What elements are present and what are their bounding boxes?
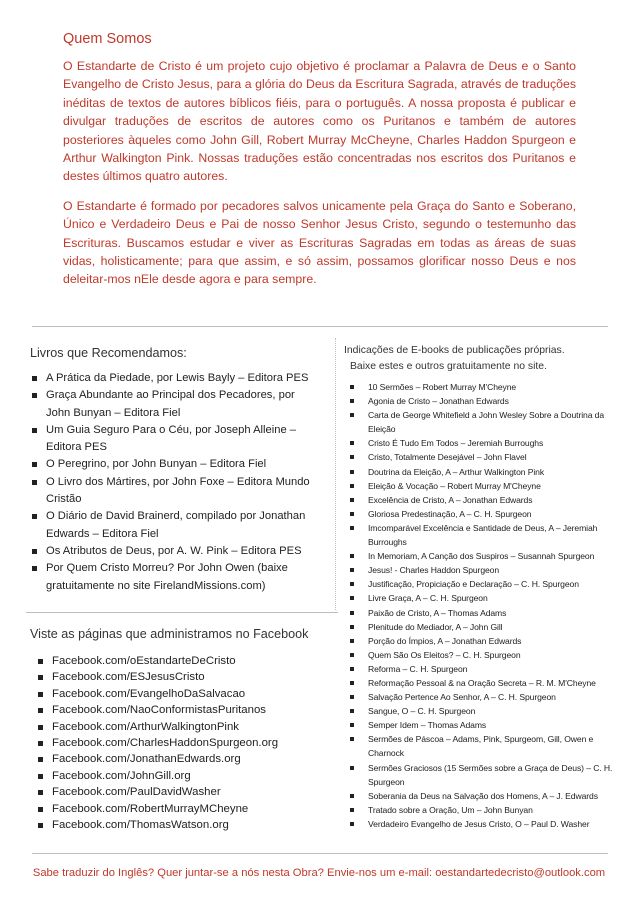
ebooks-list [348, 380, 620, 831]
books-title: Livros que Recomendamos: [30, 346, 187, 360]
ebooks-heading-line2: Baixe estes e outros gratuitamente no site. [350, 360, 547, 372]
ebook-item: Justificação, Propiciação e Declaração – C. H. Spurgeon [348, 577, 620, 591]
ebook-item: Verdadeiro Evangelho de Jesus Cristo, O – Paul D. Washer [348, 817, 620, 831]
facebook-link[interactable]: Facebook.com/CharlesHaddonSpurgeon.org [36, 735, 326, 751]
ebook-item: Jesus! - Charles Haddon Spurgeon [348, 563, 620, 577]
facebook-link[interactable]: Facebook.com/ThomasWatson.org [36, 817, 326, 833]
ebook-item: Reforma – C. H. Spurgeon [348, 662, 620, 676]
about-paragraph-2: O Estandarte é formado por pecadores salvos unicamente pela Graça do Santo e Soberano, Único e Verdadeiro Deus e Pai de nosso Senhor Jesus Cristo, segundo o testemunho das Escrituras. Buscamos estudar e viver as Escrituras Sagradas em todas as áreas de suas vidas, holisticamente; para que assim, e só assim, possamos glorificar nosso Deus e nos deleitar-mos nEle desde agora e para sempre. [63, 198, 576, 287]
facebook-link[interactable]: Facebook.com/RobertMurrayMCheyne [36, 801, 326, 817]
facebook-link[interactable]: Facebook.com/JonathanEdwards.org [36, 751, 326, 767]
facebook-link[interactable]: Facebook.com/ArthurWalkingtonPink [36, 719, 326, 735]
ebook-item: Doutrina da Eleição, A – Arthur Walkington Pink [348, 465, 620, 479]
book-item: A Prática da Piedade, por Lewis Bayly – Editora PES [30, 370, 312, 387]
ebook-item: Plenitude do Mediador, A – John Gill [348, 620, 620, 634]
facebook-link[interactable]: Facebook.com/NaoConformistasPuritanos [36, 702, 326, 718]
books-list [30, 370, 312, 595]
ebook-item: Excelência de Cristo, A – Jonathan Edwards [348, 493, 620, 507]
ebook-item: In Memoriam, A Canção dos Suspiros – Susannah Spurgeon [348, 549, 620, 563]
ebook-item: Sermões de Páscoa – Adams, Pink, Spurgeom, Gill, Owen e Charnock [348, 732, 620, 760]
ebook-item: Semper Idem – Thomas Adams [348, 718, 620, 732]
facebook-link[interactable]: Facebook.com/ESJesusCristo [36, 669, 326, 685]
ebook-item: Tratado sobre a Oração, Um – John Bunyan [348, 803, 620, 817]
book-item: Os Atributos de Deus, por A. W. Pink – Editora PES [30, 543, 312, 560]
book-item: Por Quem Cristo Morreu? Por John Owen (baixe gratuitamente no site FirelandMissions.com) [30, 560, 312, 595]
ebook-item: 10 Sermões – Robert Murray M'Cheyne [348, 380, 620, 394]
about-title: Quem Somos [63, 31, 152, 47]
ebook-item: Quem São Os Eleitos? – C. H. Spurgeon [348, 648, 620, 662]
ebook-item: Soberania da Deus na Salvação dos Homens, A – J. Edwards [348, 789, 620, 803]
ebook-item: Sangue, O – C. H. Spurgeon [348, 704, 620, 718]
about-section [63, 31, 576, 300]
column-divider [335, 338, 336, 610]
book-item: O Diário de David Brainerd, compilado por Jonathan Edwards – Editora Fiel [30, 508, 312, 543]
book-item: Graça Abundante ao Principal dos Pecadores, por John Bunyan – Editora Fiel [30, 387, 312, 422]
ebook-item: Cristo É Tudo Em Todos – Jeremiah Burroughs [348, 436, 620, 450]
ebook-item: Imcomparável Excelência e Santidade de Deus, A – Jeremiah Burroughs [348, 521, 620, 549]
facebook-link[interactable]: Facebook.com/JohnGill.org [36, 768, 326, 784]
about-paragraph-1: O Estandarte de Cristo é um projeto cujo objetivo é proclamar a Palavra de Deus e o Santo Evangelho de Cristo Jesus, para a glória do Deus da Escritura Sagrada, através de traduções inéditas de textos de autores bíblicos fiéis, para o português. A nossa proposta é publicar e divulgar traduções de escritos de autores como os Puritanos e também de autores posteriores àqueles como John Gill, Robert Murray McCheyne, Charles Haddon Spurgeon e Arthur Walkington Pink. Nossas traduções estão concentradas nos escritos dos Puritanos e destes últimos quatro autores. [63, 59, 576, 184]
ebook-item: Cristo, Totalmente Desejável – John Flavel [348, 450, 620, 464]
ebook-item: Salvação Pertence Ao Senhor, A – C. H. Spurgeon [348, 690, 620, 704]
facebook-link[interactable]: Facebook.com/PaulDavidWasher [36, 784, 326, 800]
section-divider [32, 326, 608, 327]
left-divider [26, 612, 338, 613]
ebook-item: Reformação Pessoal & na Oração Secreta – R. M. M'Cheyne [348, 676, 620, 690]
ebook-item: Carta de George Whitefield a John Wesley Sobre a Doutrina da Eleição [348, 408, 620, 436]
ebooks-heading-line1: Indicações de E-books de publicações próprias. [344, 345, 565, 356]
footer-divider [32, 853, 608, 854]
ebook-item: Agonia de Cristo – Jonathan Edwards [348, 394, 620, 408]
ebook-item: Gloriosa Predestinação, A – C. H. Spurgeon [348, 507, 620, 521]
ebook-item: Paixão de Cristo, A – Thomas Adams [348, 606, 620, 620]
facebook-link[interactable]: Facebook.com/EvangelhoDaSalvacao [36, 686, 326, 702]
ebook-item: Livre Graça, A – C. H. Spurgeon [348, 591, 620, 605]
book-item: O Livro dos Mártires, por John Foxe – Editora Mundo Cristão [30, 474, 312, 509]
ebook-item: Sermões Graciosos (15 Sermões sobre a Graça de Deus) – C. H. Spurgeon [348, 761, 620, 789]
facebook-list [36, 653, 326, 833]
facebook-title: Viste as páginas que administramos no Facebook [30, 627, 309, 641]
book-item: O Peregrino, por John Bunyan – Editora Fiel [30, 456, 312, 473]
book-item: Um Guia Seguro Para o Céu, por Joseph Alleine – Editora PES [30, 422, 312, 457]
facebook-link[interactable]: Facebook.com/oEstandarteDeCristo [36, 653, 326, 669]
ebooks-heading [344, 343, 624, 375]
ebook-item: Eleição & Vocação – Robert Murray M'Cheyne [348, 479, 620, 493]
ebook-item: Porção do Ímpios, A – Jonathan Edwards [348, 634, 620, 648]
footer-note: Sabe traduzir do Inglês? Quer juntar-se a nós nesta Obra? Envie-nos um e-mail: oestandartedecristo@outlook.com [32, 867, 606, 879]
